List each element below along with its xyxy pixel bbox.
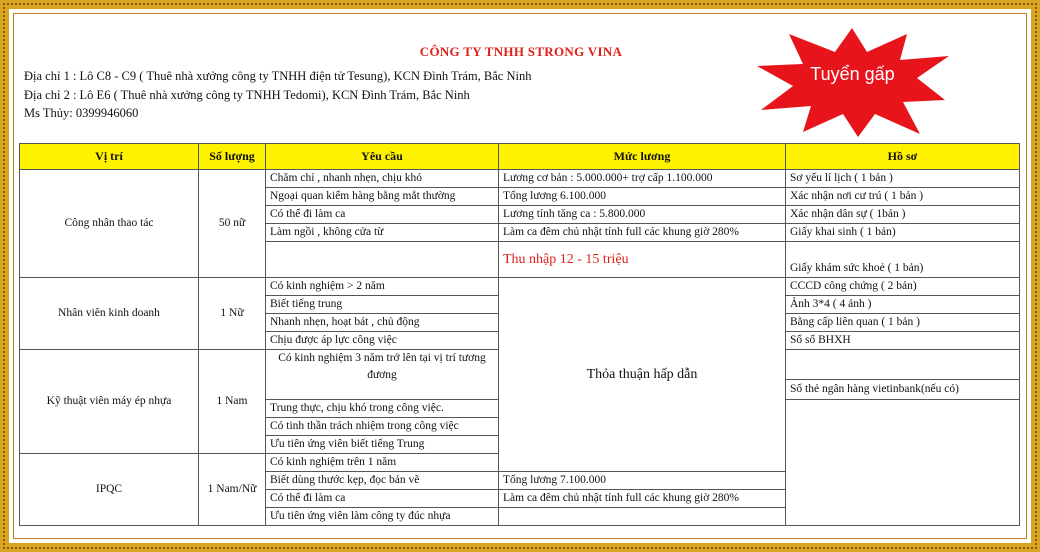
empty-cell — [499, 508, 786, 526]
job-requirement: Chịu được áp lực công việc — [266, 332, 499, 350]
job-requirement: Nhanh nhẹn, hoạt bát , chủ động — [266, 314, 499, 332]
document-item: CCCD công chứng ( 2 bản) — [786, 278, 1020, 296]
salary-line: Làm ca đêm chủ nhật tính full các khung giờ 280% — [499, 224, 786, 242]
document-item: Sổ sổ BHXH — [786, 332, 1020, 350]
job-requirement: Biết dùng thước kẹp, đọc bản vẽ — [266, 472, 499, 490]
income-highlight: Thu nhập 12 - 15 triệu — [499, 242, 786, 278]
document-item: Số thẻ ngân hàng vietinbank(nếu có) — [786, 380, 1020, 400]
job-requirement: Có kinh nghiệm 3 năm trở lên tại vị trí tương đương — [266, 350, 499, 400]
col-header-salary: Mức lương — [499, 144, 786, 170]
empty-cell — [786, 400, 1020, 526]
document-item: Xác nhận nơi cư trú ( 1 bản ) — [786, 188, 1020, 206]
document-item: Sơ yếu lí lịch ( 1 bản ) — [786, 170, 1020, 188]
job-requirement: Biết tiếng trung — [266, 296, 499, 314]
job-position: Nhân viên kinh doanh — [20, 278, 199, 350]
job-requirement: Có thể đi làm ca — [266, 206, 499, 224]
job-requirement: Có tinh thần trách nhiệm trong công việc — [266, 418, 499, 436]
job-quantity: 50 nữ — [199, 170, 266, 278]
job-table — [19, 143, 1020, 526]
job-position: IPQC — [20, 454, 199, 526]
address-1: Địa chỉ 1 : Lô C8 - C9 ( Thuê nhà xưởng công ty TNHH điện tử Tesung), KCN Đình Trám, Bắc Ninh — [24, 69, 532, 83]
col-header-requirements: Yêu cầu — [266, 144, 499, 170]
salary-line: Tổng lương 7.100.000 — [499, 472, 786, 490]
company-name: CÔNG TY TNHH STRONG VINA — [419, 44, 623, 59]
salary-line: Tổng lương 6.100.000 — [499, 188, 786, 206]
job-position: Kỹ thuật viên máy ép nhựa — [20, 350, 199, 454]
document-item: Bằng cấp liên quan ( 1 bản ) — [786, 314, 1020, 332]
col-header-quantity: Số lượng — [199, 144, 266, 170]
salary-line: Lương tính tăng ca : 5.800.000 — [499, 206, 786, 224]
document-item: Giấy khai sinh ( 1 bản) — [786, 224, 1020, 242]
table-row — [20, 170, 1020, 188]
job-requirement: Có thể đi làm ca — [266, 490, 499, 508]
col-header-position: Vị trí — [20, 144, 199, 170]
job-quantity: 1 Nam — [199, 350, 266, 454]
job-requirement: Làm ngồi , không cửa từ — [266, 224, 499, 242]
job-quantity: 1 Nữ — [199, 278, 266, 350]
job-requirement: Ngoại quan kiểm hàng bằng mắt thường — [266, 188, 499, 206]
address-2: Địa chỉ 2 : Lô E6 ( Thuê nhà xưởng công ty TNHH Tedomi), KCN Đình Trám, Bắc Ninh — [24, 88, 470, 102]
salary-line: Lương cơ bản : 5.000.000+ trợ cấp 1.100.000 — [499, 170, 786, 188]
negotiable-salary: Thỏa thuận hấp dẫn — [499, 278, 786, 472]
document-item: Ảnh 3*4 ( 4 ảnh ) — [786, 296, 1020, 314]
job-requirement: Chăm chỉ , nhanh nhẹn, chịu khó — [266, 170, 499, 188]
contact-phone: Ms Thủy: 0399946060 — [24, 106, 139, 120]
job-requirement: Có kinh nghiệm > 2 năm — [266, 278, 499, 296]
document-item: Xác nhận dân sự ( 1bản ) — [786, 206, 1020, 224]
table-header-row — [20, 144, 1020, 170]
document-item: Giấy khám sức khoẻ ( 1 bản) — [786, 242, 1020, 278]
salary-line: Làm ca đêm chủ nhật tính full các khung giờ 280% — [499, 490, 786, 508]
job-quantity: 1 Nam/Nữ — [199, 454, 266, 526]
table-row — [20, 278, 1020, 296]
col-header-documents: Hồ sơ — [786, 144, 1020, 170]
job-requirement: Có kinh nghiệm trên 1 năm — [266, 454, 499, 472]
job-requirement: Trung thực, chịu khó trong công việc. — [266, 400, 499, 418]
job-requirement: Ưu tiên ứng viên làm công ty đúc nhựa — [266, 508, 499, 526]
urgent-badge-text: Tuyển gấp — [810, 64, 895, 84]
empty-cell — [786, 350, 1020, 380]
empty-cell — [266, 242, 499, 278]
job-requirement: Ưu tiên ứng viên biết tiếng Trung — [266, 436, 499, 454]
job-position: Công nhân thao tác — [20, 170, 199, 278]
